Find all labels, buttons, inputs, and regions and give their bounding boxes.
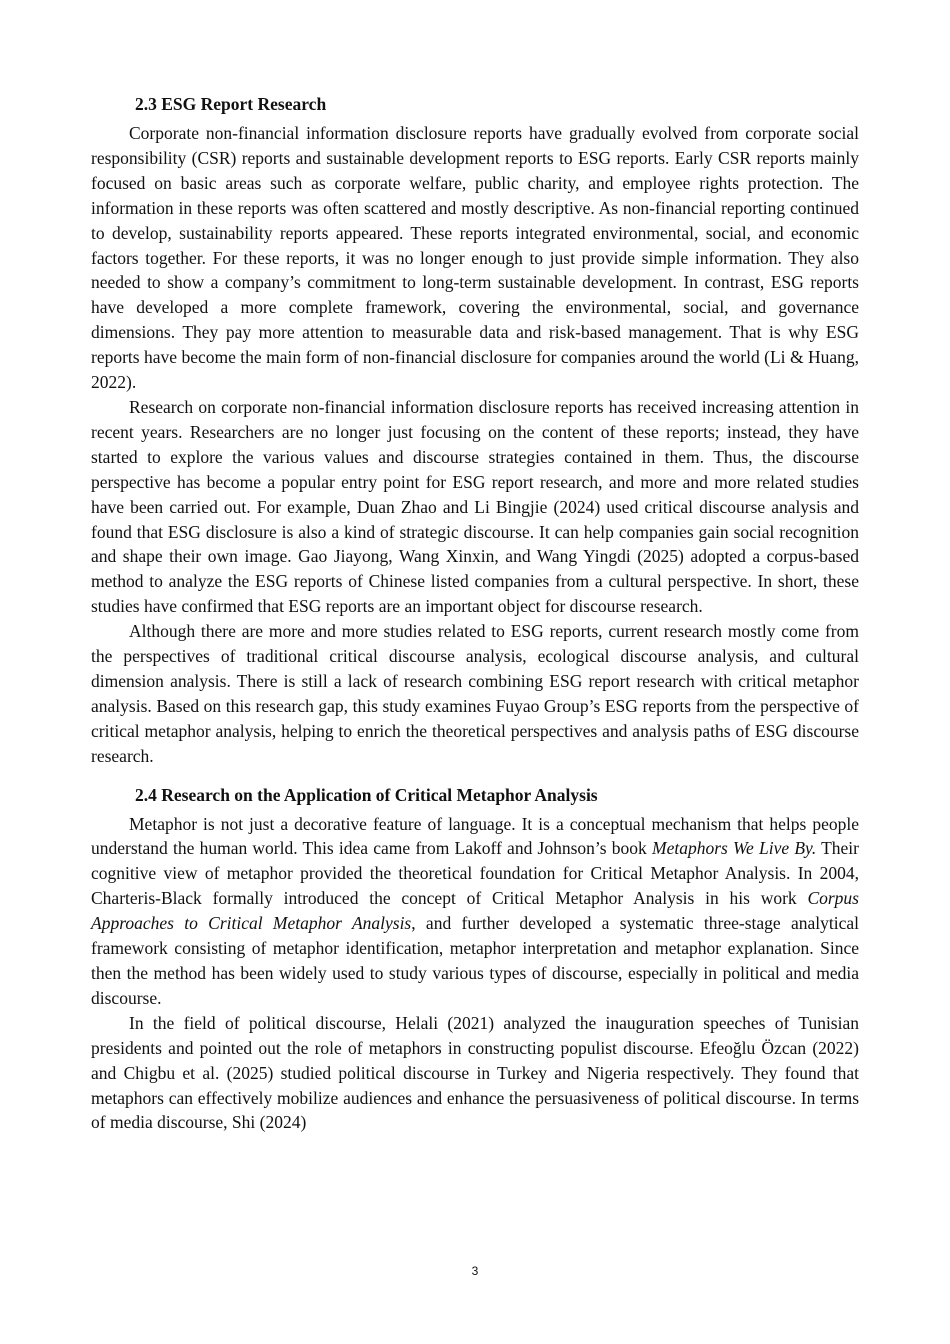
document-page [91, 92, 859, 1135]
section-heading-2-3: 2.3 ESG Report Research [135, 94, 327, 114]
paragraph-discourse-perspective: Research on corporate non-financial information disclosure reports has received increasing attention in recent years. Researchers are no longer just focusing on the content of these reports; instead, they have started to explore the various values and discourse strategies contained in them. Thus, the discourse perspective has become a popular entry point for ESG report research, and more and more related studies have been carried out. For example, Duan Zhao and Li Bingjie (2024) used critical discourse analysis and found that ESG disclosure is also a kind of strategic discourse. It can help companies gain social recognition and shape their own image. Gao Jiayong, Wang Xinxin, and Wang Yingdi (2025) adopted a corpus-based method to analyze the ESG reports of Chinese listed companies from a cultural perspective. In short, these studies have confirmed that ESG reports are an important object for discourse research. [91, 396, 859, 617]
paragraph-metaphor-mechanism [91, 812, 859, 1011]
paragraph-research-gap: Although there are more and more studies related to ESG reports, current research mostly come from the perspectives of traditional critical discourse analysis, ecological discourse analysis, and cultural dimension analysis. There is still a lack of research combining ESG report research with critical metaphor analysis. Based on this research gap, this study examines Fuyao Group’s ESG reports from the perspective of critical metaphor analysis, helping to enrich the theoretical perspectives and analysis paths of ESG discourse research. [91, 621, 859, 766]
metaphor-text-part2: Their cognitive view of metaphor provided the theoretical foundation for Critical Metaphor Analysis. In 2004, Charteris-Black formally introduced the concept of Critical Metaphor Analysis in his work [91, 838, 859, 909]
metaphor-text-part3: , and further developed a systematic three-stage analytical framework consisting of metaphor identification, metaphor interpretation and metaphor explanation. Since then the method has been widely used to study various types of discourse, especially in political and media discourse. [91, 913, 859, 1008]
book-title-corpus-approaches: Corpus Approaches to Critical Metaphor Analysis [91, 888, 859, 934]
paragraph-political-discourse: In the field of political discourse, Helali (2021) analyzed the inauguration speeches of Tunisian presidents and pointed out the role of metaphors in constructing populist discourse. Efeoğlu Özcan (2022) and Chigbu et al. (2025) studied political discourse in Turkey and Nigeria respectively. They found that metaphors can effectively mobilize audiences and enhance the persuasiveness of political discourse. In terms of media discourse, Shi (2024) [91, 1012, 859, 1133]
paragraph-esg-evolution: Corporate non-financial information disclosure reports have gradually evolved from corporate social responsibility (CSR) reports and sustainable development reports to ESG reports. Early CSR reports mainly focused on basic areas such as corporate welfare, public charity, and employee rights protection. The information in these reports was often scattered and mostly descriptive. As non-financial reporting continued to develop, sustainability reports appeared. These reports integrated environmental, social, and economic factors together. For these reports, it was no longer enough to just provide simple information. They also needed to show a company’s commitment to long-term sustainable development. In contrast, ESG reports have developed a more complete framework, covering the environmental, social, and governance dimensions. They pay more attention to measurable data and risk-based management. That is why ESG reports have become the main form of non-financial disclosure for companies around the world (Li & Huang, 2022). [91, 123, 859, 393]
metaphor-text-part1: Metaphor is not just a decorative feature of language. It is a conceptual mechanism that helps people understand the human world. This idea came from Lakoff and Johnson’s book [91, 813, 859, 859]
page-number: 3 [471, 1264, 479, 1278]
section-heading-2-4: 2.4 Research on the Application of Critical Metaphor Analysis [135, 784, 598, 805]
book-title-metaphors: Metaphors We Live By. [652, 838, 817, 859]
